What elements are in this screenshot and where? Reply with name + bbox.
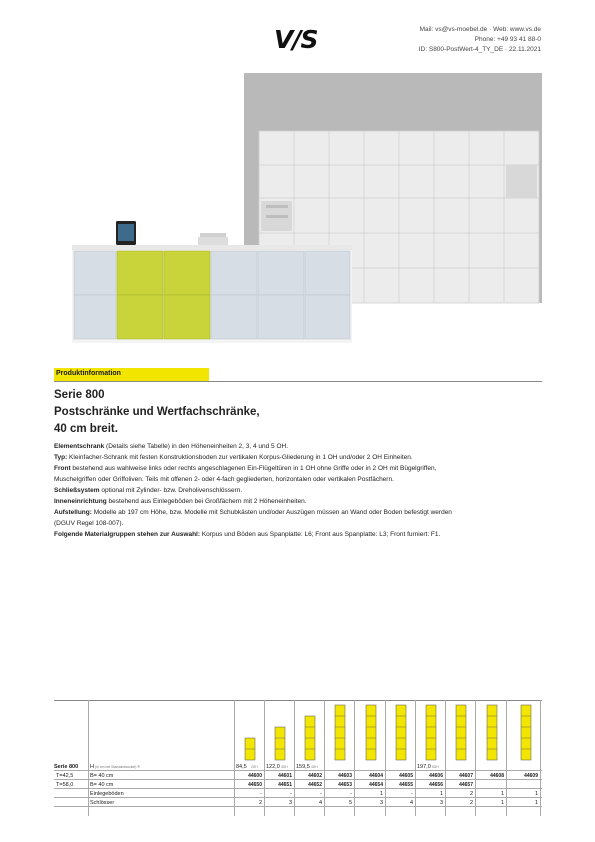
desc-line: Typ: Kleinfacher-Schrank mit festen Konstruktionsboden zur vertikalen Korpus-Gliederung in 1 OH und/oder 2 OH Einheiten.	[54, 454, 413, 461]
article-code: 44604	[369, 772, 383, 779]
lock-count: 2	[469, 799, 473, 806]
shelf-count: -	[350, 790, 352, 797]
title-line: Postschränke und Wertfachschränke,	[54, 406, 260, 418]
lock-count: 1	[500, 799, 504, 806]
table-row	[54, 780, 542, 789]
height-value: 84,5	[236, 763, 247, 770]
product-description	[54, 441, 544, 540]
contact-line: Phone: +49 93 41 88-0	[474, 36, 541, 43]
table-top-rule	[54, 700, 542, 701]
row-label: T=42,5	[56, 772, 74, 779]
article-code: 44652	[308, 781, 322, 788]
product-photo	[54, 73, 542, 351]
lock-count: 3	[379, 799, 383, 806]
shelf-count: -	[320, 790, 322, 797]
shelf-count: 2	[469, 790, 473, 797]
article-code: 44607	[459, 772, 473, 779]
article-code: 44657	[459, 781, 473, 788]
lock-count: 4	[409, 799, 413, 806]
shelf-count: 1	[500, 790, 504, 797]
cabinet-icon	[304, 715, 316, 761]
cabinet-icon	[395, 704, 407, 761]
height-unit: 2OH	[251, 765, 258, 769]
series-label: Serie 800	[54, 763, 79, 770]
cabinet-icon	[365, 704, 377, 761]
lock-count: 5	[348, 799, 352, 806]
shelf-count: 1	[439, 790, 443, 797]
cabinet-icon	[425, 704, 437, 761]
title-line: Serie 800	[54, 389, 105, 401]
cabinet-icon	[455, 704, 467, 761]
desc-line: Folgende Materialgruppen stehen zur Auswahl: Korpus und Böden aus Spanplatte: L6; Front aus Spanplatte: L3; Front furniert: F1.	[54, 531, 441, 538]
contact-block	[419, 25, 541, 55]
brand-logo: V/S	[274, 25, 318, 54]
shelf-count: 1	[379, 790, 383, 797]
cabinet-icon	[244, 737, 256, 761]
divider	[54, 381, 542, 382]
desc-line: Muschelgriffen oder Griffoliven. Teils mit offenen 2- oder 4-fach gegliederten, horizontalen oder vertikalen Postfächern.	[54, 476, 394, 483]
desc-line: Inneneinrichtung bestehend aus Einlegeböden bei Großfächern mit 2 Höheneinheiten.	[54, 498, 307, 505]
article-code: 44651	[278, 781, 292, 788]
row-label: T=58,0	[56, 781, 74, 788]
article-code: 44600	[248, 772, 262, 779]
article-code: 44601	[278, 772, 292, 779]
h-label: H	[90, 763, 94, 770]
row-dim: B= 40 cm	[90, 781, 114, 788]
row-dim: B= 40 cm	[90, 772, 114, 779]
row-label: Schlösser	[90, 799, 115, 806]
article-code: 44650	[248, 781, 262, 788]
lock-count: 3	[439, 799, 443, 806]
section-tag: Produktinformation	[54, 368, 209, 381]
article-code: 44606	[429, 772, 443, 779]
title-line: 40 cm breit.	[54, 423, 118, 435]
lock-count: 4	[318, 799, 322, 806]
shelf-count: -	[260, 790, 262, 797]
desc-line: Elementschrank (Details siehe Tabelle) in den Höheneinheiten 2, 3, 4 und 5 OH.	[54, 443, 289, 450]
height-value: 122,0	[266, 763, 280, 770]
height-unit: 5OH	[432, 765, 439, 769]
table-row	[54, 771, 542, 780]
cabinet-icon	[486, 704, 498, 761]
article-code: 44605	[399, 772, 413, 779]
lock-count: 3	[288, 799, 292, 806]
article-code: 44608	[490, 772, 504, 779]
article-code: 44609	[524, 772, 538, 779]
height-value: 159,5	[296, 763, 310, 770]
cabinet-icon	[520, 704, 532, 761]
table-row-einlegeboeden	[54, 789, 542, 798]
shelf-count: 1	[534, 790, 538, 797]
lock-count: 2	[258, 799, 262, 806]
desc-line: Aufstellung: Modelle ab 197 cm Höhe, bzw. Modelle mit Schubkästen und/oder Auszügen müssen an Wand oder Boden befestigt werden	[54, 509, 452, 516]
height-value: 197,0	[417, 763, 431, 770]
contact-line: ID: S800-PostWert-4_TY_DE · 22.11.2021	[418, 46, 541, 53]
shelf-count: -	[411, 790, 413, 797]
desc-line: Schließsystem optional mit Zylinder- bzw. Dreholivenschlössern.	[54, 487, 243, 494]
table-row-schloesser	[54, 798, 542, 807]
desc-line: (DGUV Regel 108-007).	[54, 520, 124, 527]
height-unit: 3OH	[281, 765, 288, 769]
article-code: 44653	[338, 781, 352, 788]
article-code: 44654	[369, 781, 383, 788]
cabinet-icon	[274, 726, 286, 761]
article-code: 44602	[308, 772, 322, 779]
article-code: 44656	[429, 781, 443, 788]
article-code: 44603	[338, 772, 352, 779]
contact-line: Mail: vs@vs-moebel.de · Web: www.vs.de	[419, 26, 541, 33]
desc-line: Front bestehend aus wahlweise links oder rechts angeschlagenen Ein-Flügeltüren in 1 OH ohne Griffe oder in 2 OH mit Bügelgriffen,	[54, 465, 437, 472]
cabinet-icon	[334, 704, 346, 761]
shelf-count: -	[290, 790, 292, 797]
table-row-heights	[54, 762, 542, 771]
lock-count: 1	[534, 799, 538, 806]
row-label: Einlegeböden	[90, 790, 124, 797]
article-code: 44655	[399, 781, 413, 788]
height-unit: 4OH	[311, 765, 318, 769]
product-title	[54, 387, 260, 438]
h-note: (in cm bei Standardsockel) ®	[95, 764, 140, 769]
